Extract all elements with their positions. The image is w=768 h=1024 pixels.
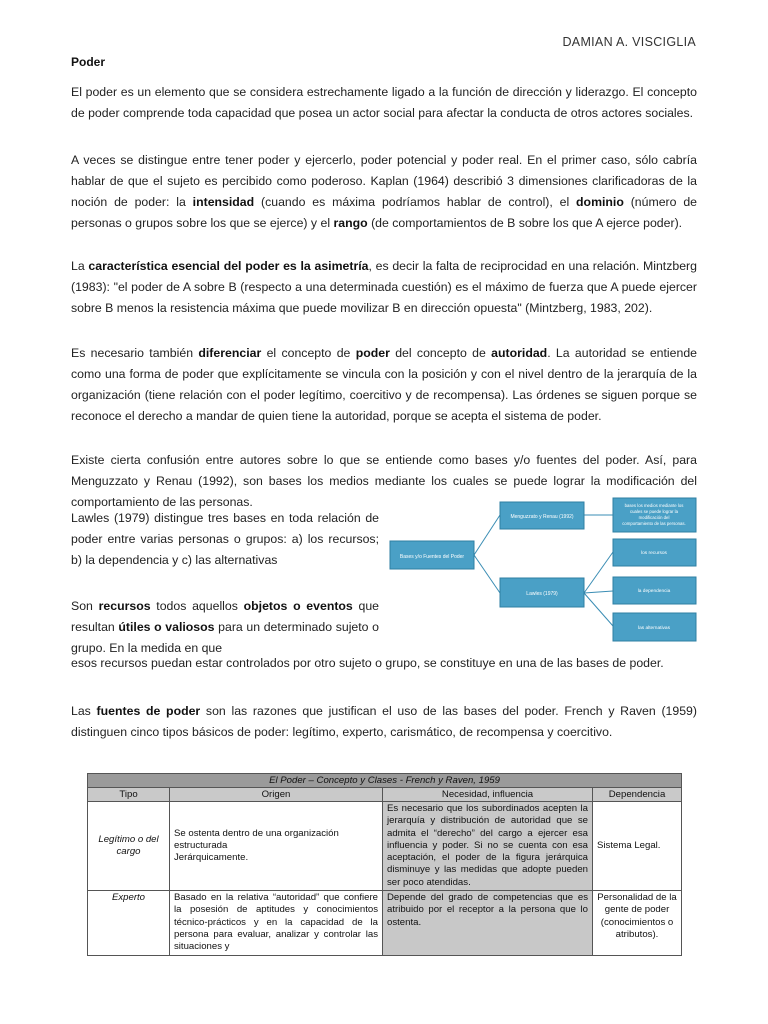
table-header-necesidad: Necesidad, influencia — [383, 788, 593, 802]
connector-branch2-leaf4 — [584, 593, 613, 626]
table-caption-row — [88, 774, 682, 788]
diagram-node-leaf3 — [613, 577, 696, 604]
table-cell-necesidad: Es necesario que los subordinados acepten la jerarquía y distribución de autoridad que se admita el “derecho” del cargo a ejercer esa influencia y poder. Si no se cuenta con esa aceptación, el poder de la figura jerárquica disminuye y las medidas que adopte pueden ser poco atendidas. — [383, 802, 593, 891]
table-cell-necesidad: Depende del grado de competencias que es atribuido por el receptor a la persona que lo ostenta. — [383, 891, 593, 955]
table-cell-origen — [170, 802, 383, 891]
table-row — [88, 891, 682, 955]
connector-root-branch1 — [474, 515, 500, 555]
diagram-leaf1-line1: bases los medios mediante los — [624, 503, 684, 508]
paragraph-2: A veces se distingue entre tener poder y ejercerlo, poder potencial y poder real. En el primer caso, sólo cabría hablar de que el sujeto es percibido como poderoso. Kaplan (1964) describió 3 dimensiones clarificadoras de la noción de poder: la intensidad (cuando es máxima podríamos hablar de control), el dominio (número de personas o grupos sobre los que se ejerce) y el rango (de comportamientos de B sobre los que A ejerce poder). — [71, 153, 697, 230]
diagram-connectors — [474, 515, 613, 626]
diagram-node-root — [390, 541, 474, 569]
diagram-leaf3-label: la dependencia — [637, 589, 671, 594]
paragraph-5: Existe cierta confusión entre autores sobre lo que se entiende como bases y/o fuentes del poder. Así, para Menguzzato y Renau (1992), son bases los medios mediante los cuales se puede lograr la modificación del comportamiento de las personas. — [71, 453, 697, 509]
table-header-row — [88, 788, 682, 802]
diagram-node-leaf2 — [613, 539, 696, 566]
paragraph-4: Es necesario también diferenciar el concepto de poder del concepto de autoridad. La autoridad se entiende como una forma de poder que explícitamente se vincula con la posición y con el nivel dentro de la jerarquía de la organización (tiene relación con el poder legítimo, coercitivo y de recompensa). Las órdenes se siguen porque se reconoce el derecho a mandar de quien tiene la autoridad, porque se acepta el sistema de poder. — [71, 346, 697, 423]
origen-line: estructurada — [174, 839, 228, 851]
table-caption: El Poder – Concepto y Clases - French y Raven, 1959 — [88, 774, 682, 788]
table-row — [88, 802, 682, 891]
connector-branch2-leaf2 — [584, 552, 613, 593]
power-bases-diagram — [388, 490, 698, 650]
table-cell-origen: Basado en la relativa “autoridad” que confiere la posesión de aptitudes y conocimientos técnico-prácticos y en la capacidad de la persona para evaluar, analizar y controlar las situaciones y — [170, 891, 383, 955]
diagram-branch1-label: Menguzzato y Renau (1992) — [510, 514, 574, 520]
power-types-table — [87, 773, 682, 956]
paragraph-3: La característica esencial del poder es la asimetría, es decir la falta de reciprocidad en una relación. Mintzberg (1983): "el poder de A sobre B (respecto a una determinada cuestión) es el máximo de fuerza que A puede ejercer sobre B menos la resistencia máxima que puede movilizar B en dirección opuesta" (Mintzberg, 1983, 202). — [71, 259, 697, 315]
paragraph-8: Las fuentes de poder son las razones que justifican el uso de las bases del poder. French y Raven (1959) distinguen cinco tipos básicos de poder: legítimo, experto, carismático, de recompensa y coercitivo. — [71, 704, 697, 739]
diagram-leaf2-label: los recursos — [641, 551, 667, 556]
diagram-branch2-label: Lawles (1979) — [526, 591, 558, 597]
paragraph-7-continued: esos recursos puedan estar controlados por otro sujeto o grupo, se constituye en una de las bases de poder. — [71, 656, 664, 670]
table-header-tipo: Tipo — [88, 788, 170, 802]
diagram-svg — [388, 490, 698, 650]
header-author: DAMIAN A. VISCIGLIA — [562, 35, 696, 49]
diagram-leaf1-line4: comportamiento de las personas. — [622, 521, 686, 526]
connector-branch2-leaf3 — [584, 591, 613, 593]
table-cell-dependencia: Sistema Legal. — [593, 802, 682, 891]
table-cell-dependencia: Personalidad de la gente de poder (conocimientos o atributos). — [593, 891, 682, 955]
diagram-leaf1-line2: cuales se puede lograr la — [629, 509, 679, 514]
section-title: Poder — [71, 55, 106, 69]
diagram-root-label: Bases y/o Fuentes del Poder — [399, 554, 465, 560]
paragraph-7: Son recursos todos aquellos objetos o eventos que resultan útiles o valiosos para un determinado sujeto o grupo. En la medida en que — [71, 599, 380, 655]
table-cell-tipo: Legítimo o del cargo — [88, 802, 170, 891]
diagram-leaf4-label: las alternativas — [638, 626, 670, 631]
connector-root-branch2 — [474, 555, 500, 593]
diagram-node-branch1 — [500, 502, 584, 529]
diagram-node-branch2 — [500, 578, 584, 607]
diagram-node-leaf4 — [613, 613, 696, 641]
diagram-leaf1-line3: modificación del — [638, 515, 670, 520]
table-cell-tipo: Experto — [88, 891, 170, 955]
paragraph-1: El poder es un elemento que se considera estrechamente ligado a la función de dirección y liderazgo. El concepto de poder comprende toda capacidad que posea un actor social para afectar la conducta de otros actores sociales. — [71, 85, 697, 120]
table-header-origen: Origen — [170, 788, 383, 802]
table-header-dependencia: Dependencia — [593, 788, 682, 802]
origen-line: Se ostenta dentro de una organización — [174, 827, 339, 839]
origen-line: Jerárquicamente. — [174, 852, 249, 864]
diagram-node-leaf1 — [613, 498, 696, 532]
paragraph-6: Lawles (1979) distingue tres bases en toda relación de poder entre varias personas o grupos: a) los recursos; b) la dependencia y c) las alternativas — [71, 511, 379, 567]
